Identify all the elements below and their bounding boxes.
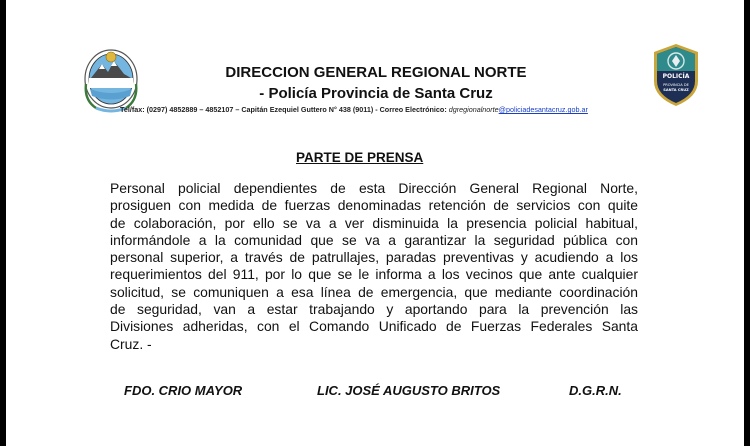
contact-email-user: dgregionalnorte — [448, 105, 499, 114]
signature-rank: FDO. CRIO MAYOR — [124, 383, 243, 398]
contact-details: Tel/fax: (0297) 4852889 – 4852107 – Capitán Ezequiel Guttero N° 438 (9011) - Correo Electrónico: — [120, 105, 449, 114]
body-line: Divisiones adheridas, con el Comando Unificado de Fuerzas Federales Santa — [110, 318, 638, 335]
contact-line — [120, 105, 680, 114]
body-line: Personal policial dependientes de esta Dirección General Regional Norte, — [110, 180, 638, 196]
body-line: solicitud, se comuniquen a esa línea de emergencia, que mediante coordinación — [110, 283, 638, 300]
body-line: Cruz. - — [110, 335, 152, 352]
document-page — [6, 0, 744, 446]
press-release-body — [110, 180, 638, 353]
body-line: personal superior, a través de patrullajes, paradas preventivas y acudiendo a los — [110, 249, 638, 266]
badge-text-policia: POLICÍA — [662, 73, 690, 80]
badge-text-santa-cruz: SANTA CRUZ — [663, 88, 689, 92]
body-line: de seguridad, van a estar trabajando y aportando para la prevención las — [110, 301, 638, 318]
press-release-heading: PARTE DE PRENSA — [296, 150, 424, 165]
body-line: requerimientos del 911, por lo que se le informa a los vecinos que ante cualquier — [110, 266, 638, 283]
header-subtitle: - Policía Provincia de Santa Cruz — [259, 85, 493, 102]
header-title: DIRECCION GENERAL REGIONAL NORTE — [225, 64, 527, 81]
signature-office: D.G.R.N. — [569, 383, 622, 398]
body-line: prosiguen con medida de fuerzas denominadas retención de servicios con quite — [110, 197, 638, 214]
badge-text-provincia: PROVINCIA DE — [663, 83, 689, 87]
body-line: informándole a la comunidad que se va a garantizar la seguridad pública con — [110, 231, 638, 248]
contact-email-link[interactable]: @policiadesantacruz.gob.ar — [498, 105, 588, 114]
signature-name: LIC. JOSÉ AUGUSTO BRITOS — [317, 383, 501, 398]
police-badge-logo — [651, 43, 701, 107]
body-line: de colaboración, por ello se va a ver disminuida la presencia policial habitual, — [110, 214, 638, 231]
